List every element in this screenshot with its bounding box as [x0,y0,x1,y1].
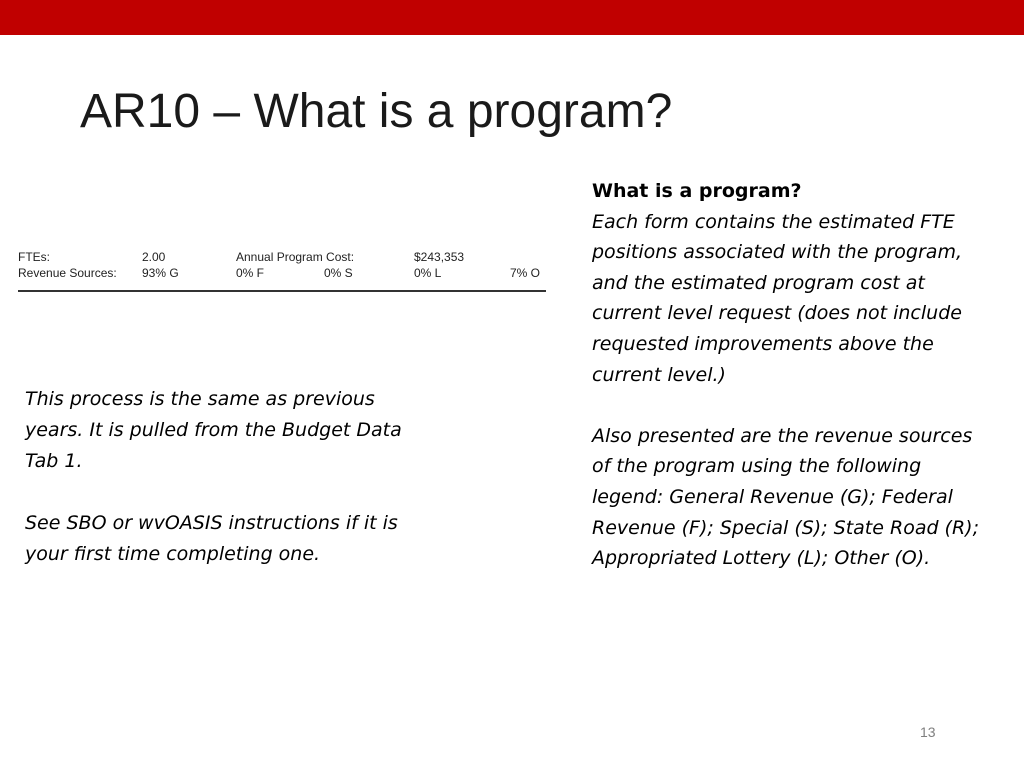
revenue-s: 0% S [324,266,353,280]
ftes-value: 2.00 [142,250,166,264]
revenue-g: 93% G [142,266,179,280]
left-notes [25,384,410,570]
left-note-paragraph-1: This process is the same as previous years. It is pulled from the Budget Data Tab 1. [25,388,402,472]
right-panel-heading: What is a program? [592,180,802,202]
revenue-label: Revenue Sources: [18,266,117,280]
page-number: 13 [920,724,936,740]
form-divider-line [18,290,546,292]
slide-title: AR10 – What is a program? [80,85,673,138]
revenue-o: 7% O [510,266,541,280]
form-excerpt [18,246,546,294]
right-panel [592,176,992,574]
left-note-paragraph-2: See SBO or wvOASIS instructions if it is your first time completing one. [25,512,398,565]
ftes-label: FTEs: [18,250,50,264]
revenue-l: 0% L [414,266,442,280]
cost-value: $243,353 [414,250,465,264]
revenue-f: 0% F [236,266,265,280]
right-panel-paragraph-2: Also presented are the revenue sources of the program using the following legend: General Revenue (G); Federal Revenue (F); Special (S); State Road (R); Appropriated Lottery (L); Other (O). [592,424,979,570]
right-panel-paragraph-1: Each form contains the estimated FTE positions associated with the program, and the estimated program cost at current level request (does not include requested improvements above the current level.) [592,210,962,386]
top-accent-bar [0,0,1024,35]
cost-label: Annual Program Cost: [236,250,355,264]
